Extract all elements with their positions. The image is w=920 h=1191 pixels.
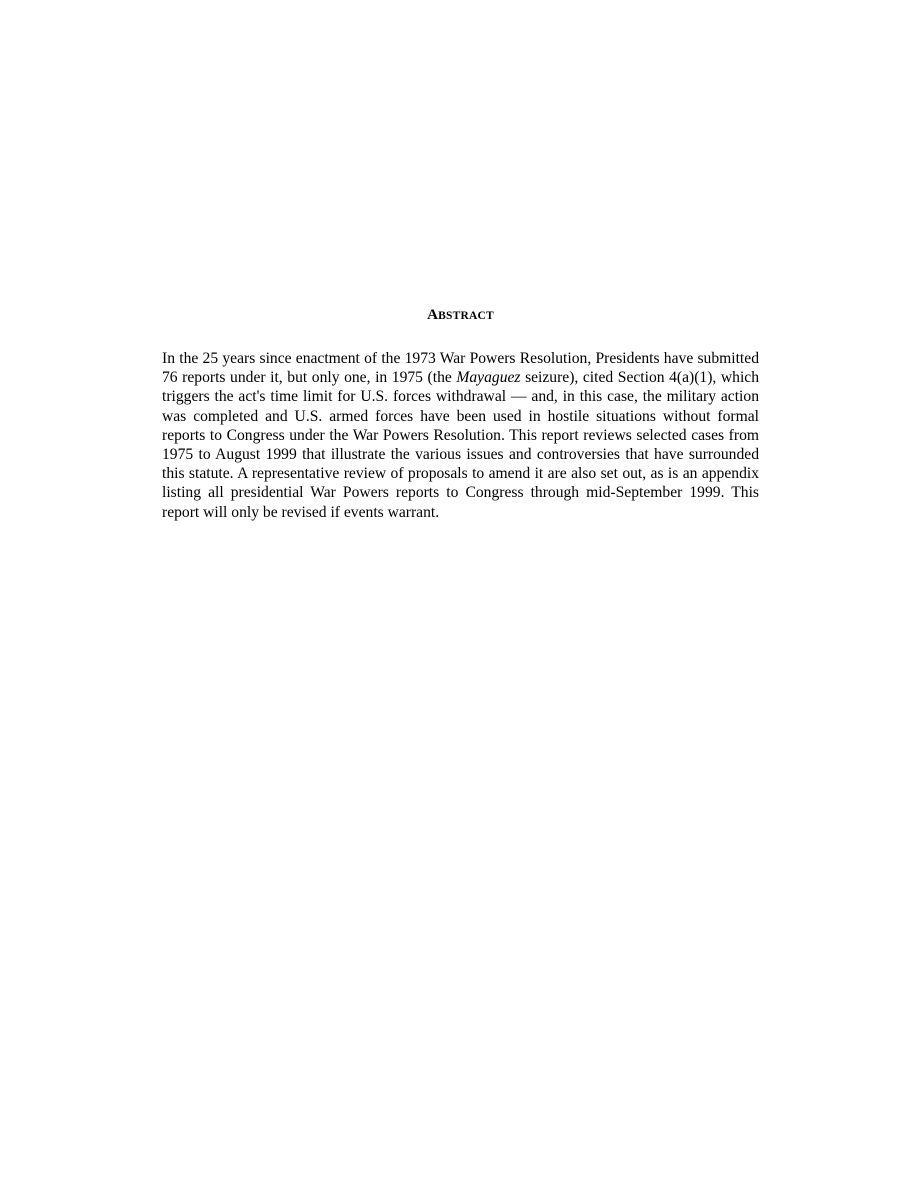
abstract-section [162, 304, 759, 522]
abstract-text-part2: seizure), cited Section 4(a)(1), which triggers the act's time limit for U.S. forces withdrawal — and, in this case, the military action was completed and U.S. armed forces have been used in hostile situations without formal reports to Congress under the War Powers Resolution. This report reviews selected cases from 1975 to August 1999 that illustrate the various issues and controversies that have surrounded this statute. A representative review of proposals to amend it are also set out, as is an appendix listing all presidential War Powers reports to Congress through mid-September 1999. This report will only be revised if events warrant. [162, 369, 759, 521]
abstract-heading [162, 304, 759, 327]
abstract-text-part1: In the 25 years since enactment of the 1973 War Powers Resolution, Presidents have submitted 76 reports under it, but only one, in 1975 (the [162, 350, 759, 387]
abstract-heading-initial: A [427, 307, 439, 323]
abstract-heading-rest: BSTRACT [438, 310, 494, 322]
abstract-italic-term: Mayaguez [456, 369, 521, 387]
abstract-paragraph [162, 349, 759, 522]
